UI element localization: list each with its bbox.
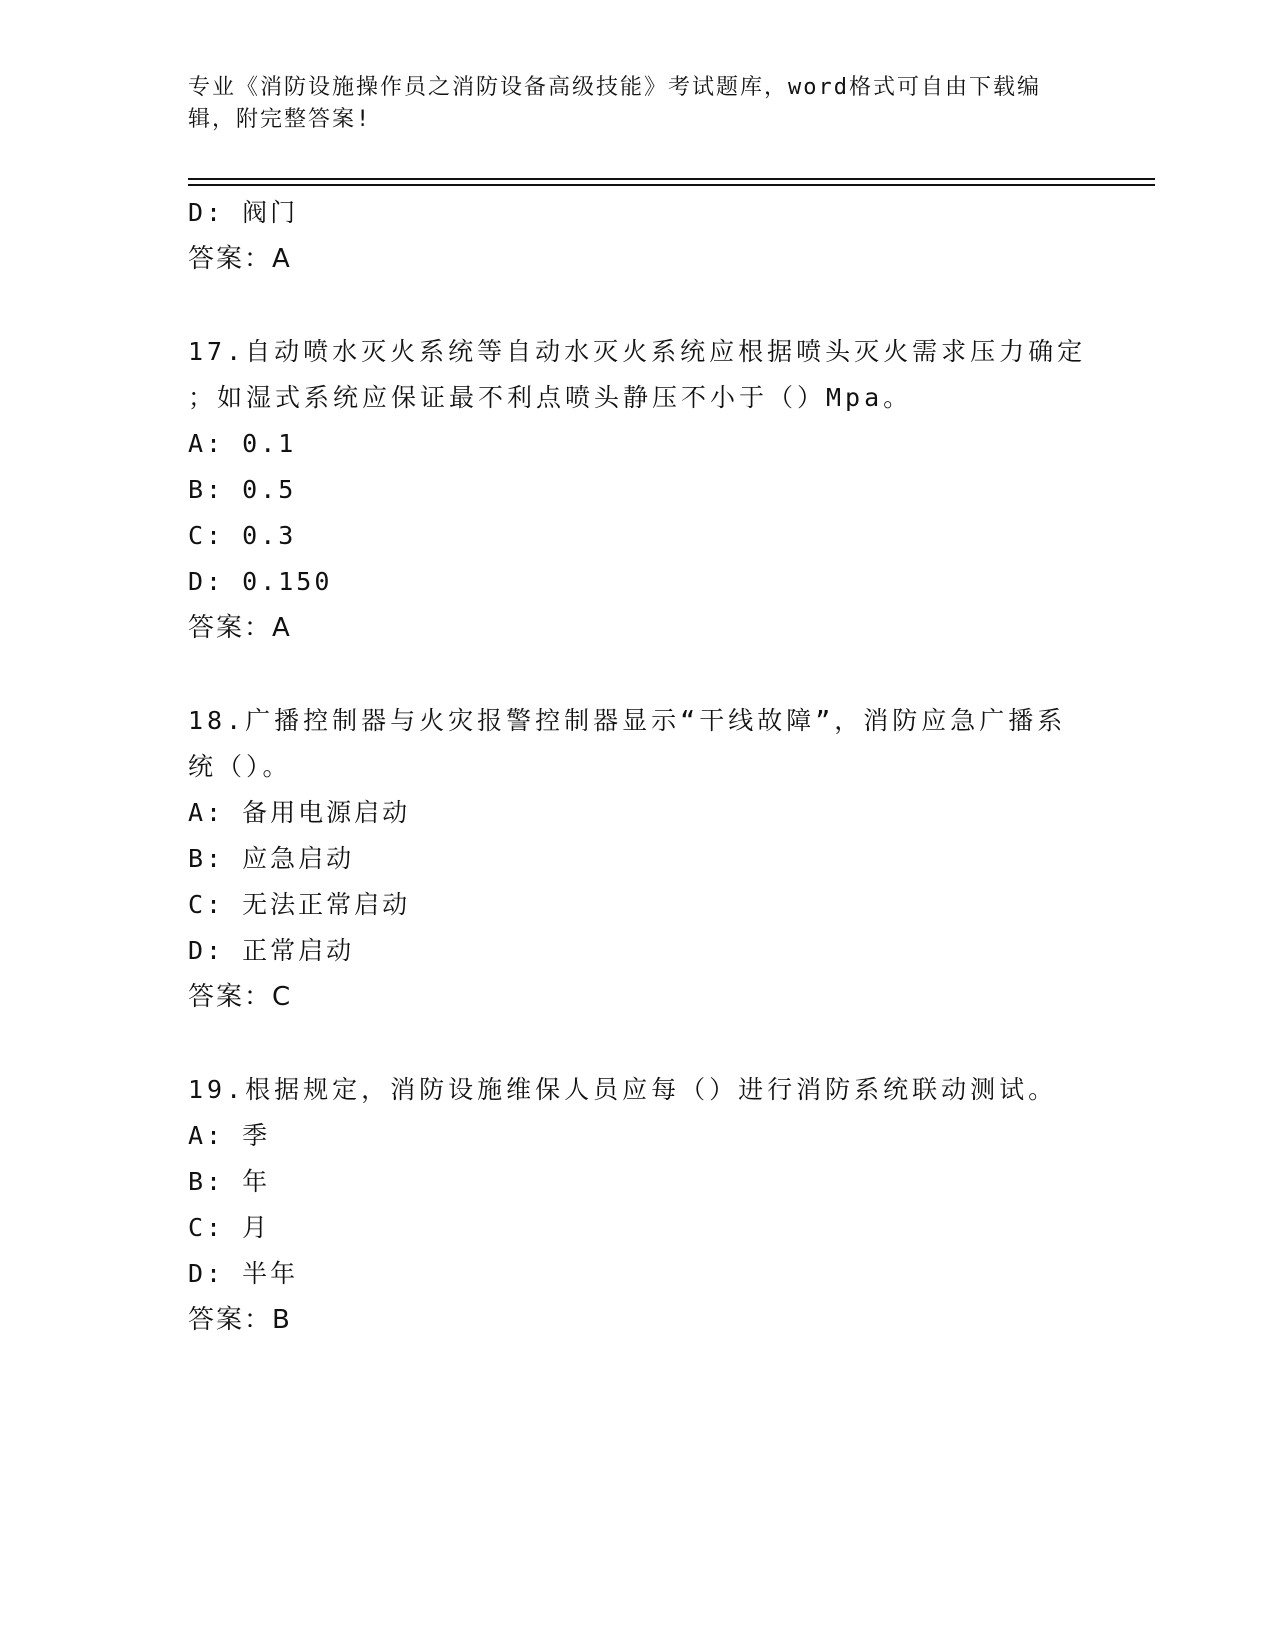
option-a: A: 0.1 (188, 429, 297, 458)
question-text-line: 17.自动喷水灭火系统等自动水灭火系统应根据喷头灭火需求压力确定 (188, 337, 1087, 366)
question-19 (188, 1067, 1088, 1343)
question-text (188, 329, 1088, 421)
option-b: B: 0.5 (188, 475, 297, 504)
option-b: B: 应急启动 (188, 844, 355, 873)
option-c: C: 月 (188, 1213, 271, 1242)
question-text-line: 18.广播控制器与火灾报警控制器显示“干线故障”，消防应急广播系 (188, 706, 1067, 735)
option-c: C: 无法正常启动 (188, 890, 411, 919)
header-divider-bottom (188, 184, 1155, 186)
header-line-1: 专业《消防设施操作员之消防设备高级技能》考试题库，word格式可自由下载编 (188, 75, 1041, 100)
document-header (188, 72, 1088, 136)
option-d: D: 0.150 (188, 567, 333, 596)
answer-line: 答案：A (188, 244, 292, 274)
option-d: D: 阀门 (188, 198, 299, 227)
option-b: B: 年 (188, 1167, 271, 1196)
option-a: A: 季 (188, 1121, 271, 1150)
option-d: D: 半年 (188, 1259, 299, 1288)
question-text-line: ；如湿式系统应保证最不利点喷头静压不小于（）Mpa。 (188, 383, 913, 412)
question-text-line: 统（）。 (188, 752, 292, 781)
question-text-line: 19.根据规定，消防设施维保人员应每（）进行消防系统联动测试。 (188, 1075, 1058, 1104)
option-d: D: 正常启动 (188, 936, 355, 965)
previous-question-tail (188, 190, 1088, 282)
header-divider-top (188, 178, 1155, 180)
header-line-2: 辑，附完整答案! (188, 107, 372, 132)
option-c: C: 0.3 (188, 521, 297, 550)
question-list (188, 190, 1088, 1343)
question-17 (188, 329, 1088, 651)
answer-line: 答案：C (188, 982, 293, 1012)
question-18 (188, 698, 1088, 1020)
answer-line: 答案：B (188, 1305, 292, 1335)
option-a: A: 备用电源启动 (188, 798, 411, 827)
answer-line: 答案：A (188, 613, 292, 643)
question-text (188, 698, 1088, 790)
question-text (188, 1067, 1088, 1113)
